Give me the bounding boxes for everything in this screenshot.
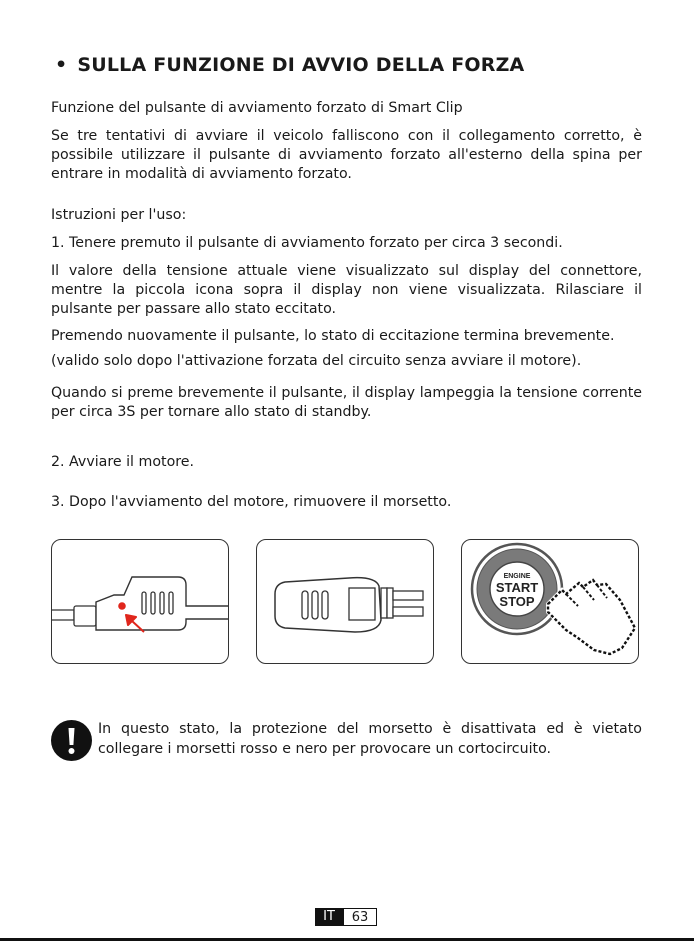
start-stop-drawing xyxy=(462,540,639,664)
footer-rule xyxy=(0,938,694,941)
paragraph-step-2: 2. Avviare il motore. xyxy=(51,454,195,470)
illustration-connector xyxy=(256,539,434,664)
paragraph-press-again: Premendo nuovamente il pulsante, lo stato di eccitazione termina brevemente. xyxy=(51,328,615,344)
paragraph-function-title: Funzione del pulsante di avviamento forzato di Smart Clip xyxy=(51,100,463,116)
start-label: START xyxy=(495,580,539,595)
page-indicator xyxy=(315,908,377,926)
warning-icon xyxy=(51,720,92,761)
paragraph-standby: Quando si preme brevemente il pulsante, il display lampeggia la tensione corrente per circa 3S per tornare allo stato di standby. xyxy=(51,385,642,421)
illustration-force-button xyxy=(51,539,229,664)
warning-text: In questo stato, la protezione del morsetto è disattivata ed è vietato collegare i morsetti rosso e nero per provocare un cortocircuito. xyxy=(98,721,642,757)
engine-label: ENGINE xyxy=(503,573,531,580)
stop-label: STOP xyxy=(499,594,535,609)
paragraph-valid-note: (valido solo dopo l'attivazione forzata del circuito senza avviare il motore). xyxy=(51,353,582,369)
language-code: IT xyxy=(315,908,343,926)
force-start-button-dot xyxy=(118,602,126,610)
section-heading xyxy=(55,54,524,76)
paragraph-step-3: 3. Dopo l'avviamento del motore, rimuovere il morsetto. xyxy=(51,494,452,510)
clip-button-drawing xyxy=(52,540,229,664)
illustration-start-stop xyxy=(461,539,639,664)
paragraph-intro: Se tre tentativi di avviare il veicolo falliscono con il collegamento corretto, è possibile utilizzare il pulsante di avviamento forzato all'esterno della spina per entrare in modalità di avviamento forzato. xyxy=(51,128,642,183)
bullet-dot: • xyxy=(55,54,68,76)
paragraph-instructions-title: Istruzioni per l'uso: xyxy=(51,207,187,223)
paragraph-voltage-info: Il valore della tensione attuale viene visualizzato sul display del connettore, mentre la piccola icona sopra il display non viene visualizzata. Rilasciare il pulsante per passare allo stato eccitato. xyxy=(51,263,642,318)
section-title: SULLA FUNZIONE DI AVVIO DELLA FORZA xyxy=(77,54,525,76)
connector-drawing xyxy=(257,540,434,664)
paragraph-step-1: 1. Tenere premuto il pulsante di avviamento forzato per circa 3 secondi. xyxy=(51,235,563,251)
page-number: 63 xyxy=(343,908,377,926)
